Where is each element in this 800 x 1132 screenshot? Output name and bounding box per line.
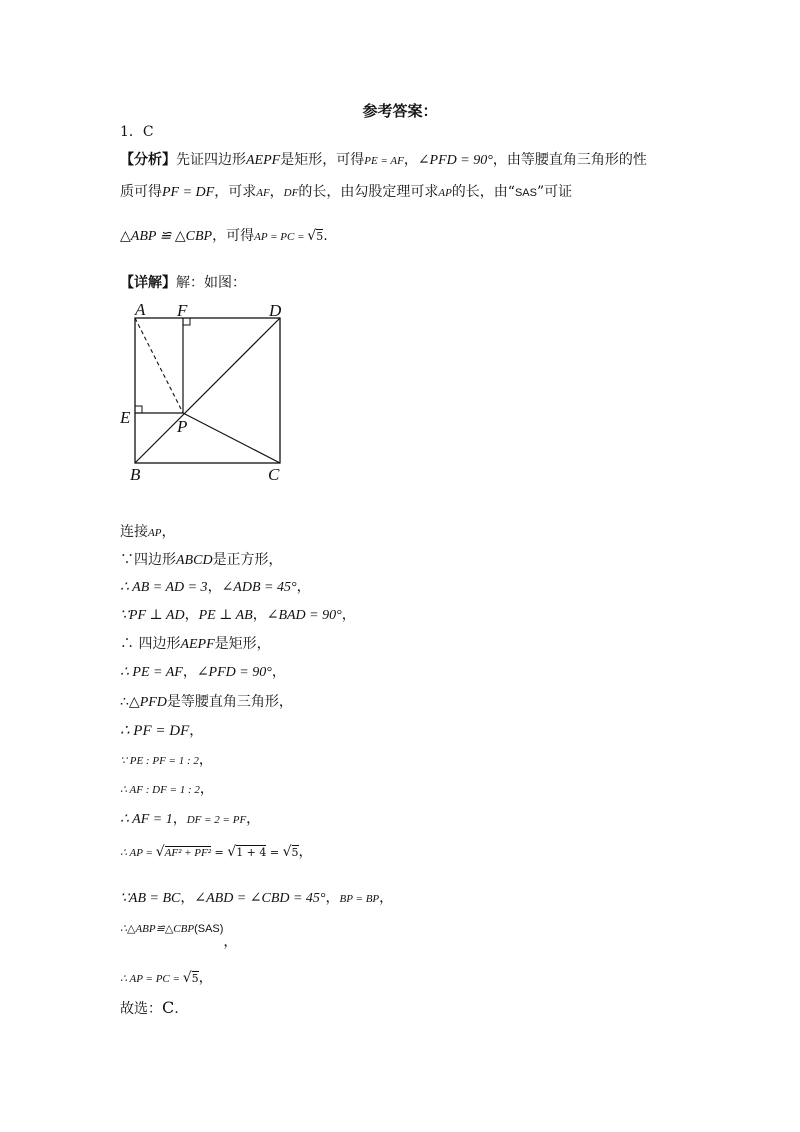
label-b: B [130, 465, 141, 484]
step-11 [120, 809, 260, 830]
math: ∴ AB = AD = 3 [120, 580, 208, 595]
step-13 [120, 888, 393, 909]
label-d: D [269, 301, 282, 320]
text: ∴ 四边形 [120, 636, 181, 652]
step-9 [120, 750, 213, 771]
math: ∴ PE = AF [120, 665, 183, 680]
text: ，可得 [212, 228, 255, 244]
math: ∵ PE : PF = 1 : 2 [120, 755, 199, 767]
label-f: F [177, 301, 188, 320]
math: 5 [291, 846, 299, 859]
analysis-line-3: △ABP ≌ △CBP，可得AP = PC = √5. [120, 228, 328, 244]
math: ∵PF ⊥ AD [120, 608, 185, 623]
math: DF [283, 187, 299, 199]
text: ， [189, 723, 204, 739]
math: DF = 2 = PF [186, 814, 247, 826]
math: AEPF [180, 637, 215, 652]
geometry-figure [115, 300, 295, 490]
detail-line [120, 273, 246, 293]
math: PE = AF [364, 155, 404, 167]
text: ， [271, 664, 286, 680]
text: ， [161, 524, 176, 540]
math: △PFD [128, 695, 167, 710]
math: AEPF [246, 153, 281, 168]
step-15: ∴ AP = PC = √5， [120, 970, 213, 986]
text: ，可求 [214, 184, 257, 200]
text: 连接 [120, 524, 148, 540]
text: ， [198, 970, 213, 986]
label-c: C [268, 465, 280, 484]
math: ∵AB = BC [120, 891, 181, 906]
math: C [162, 998, 175, 1017]
math: ∴ PF = DF [120, 723, 190, 739]
math: ∠ABD = ∠CBD = 45° [194, 891, 326, 906]
detail-label: 【详解】 [120, 275, 176, 291]
text: ， [252, 607, 267, 623]
math: ∴ AP = [120, 847, 156, 859]
text: ， [172, 811, 187, 827]
text: ， [182, 664, 197, 680]
step-5 [120, 634, 271, 655]
math: ∴△ABP≌△CBP [120, 923, 195, 935]
math: ABCD [176, 553, 213, 568]
text: ， [246, 811, 261, 827]
text: ，由等腰直角三角形的性 [492, 152, 647, 168]
step-2 [120, 550, 283, 571]
math: = [266, 846, 283, 859]
math: AF² + PF² [164, 847, 212, 859]
text: (SAS) [194, 923, 224, 935]
text: ， [325, 890, 340, 906]
step-3 [120, 577, 311, 598]
right-angle-mark-e [135, 406, 142, 413]
math: ∴ AF : DF = 1 : 2 [120, 784, 200, 796]
math: ∠BAD = 90° [266, 608, 342, 623]
math: 5 [191, 972, 199, 985]
text: 的长，由“ [451, 184, 515, 200]
text: ， [296, 579, 311, 595]
text: 是等腰直角三角形， [166, 694, 293, 710]
step-4 [120, 605, 356, 626]
text: ， [298, 844, 313, 860]
label-e: E [120, 408, 131, 427]
text: ， [207, 579, 222, 595]
math: AF [256, 187, 270, 199]
analysis-line-1 [120, 150, 647, 171]
math: PE ⊥ AB [198, 608, 253, 623]
math: ∠PFD = 90° [417, 153, 493, 168]
diagonal-bd [135, 318, 280, 463]
text: 是矩形， [214, 636, 271, 652]
step-1 [120, 522, 175, 543]
segment-pc [183, 413, 280, 463]
text: 故选： [120, 1001, 162, 1017]
step-10 [120, 779, 214, 800]
math: BP = BP [339, 893, 380, 905]
text: 的长，由勾股定理可求 [298, 184, 439, 200]
page-title: 参考答案： [362, 102, 438, 120]
math: = [211, 846, 228, 859]
step-14 [120, 918, 238, 950]
answer-line: 1．C [120, 124, 154, 140]
text: . [323, 228, 328, 244]
text: . [174, 1001, 179, 1017]
step-16 [120, 998, 179, 1019]
math: ∠ADB = 45° [221, 580, 297, 595]
math: PF = DF [162, 185, 215, 200]
text: ∵四边形 [120, 552, 176, 568]
math: 5 [316, 230, 324, 243]
text: ， [403, 152, 418, 168]
text: ， [223, 934, 238, 950]
math: AP [148, 527, 162, 539]
text: ， [199, 781, 214, 797]
text: ， [379, 890, 394, 906]
step-8 [120, 721, 203, 741]
analysis-line-2 [120, 182, 572, 203]
math: ∴ AF = 1 [120, 812, 173, 827]
step-7 [120, 692, 293, 713]
math: ∠PFD = 90° [196, 665, 272, 680]
text: SAS [514, 187, 537, 199]
text: 先证四边形 [176, 152, 246, 168]
text: 是矩形，可得 [280, 152, 365, 168]
text: 是正方形， [212, 552, 283, 568]
math: AP = PC = [254, 231, 308, 243]
segment-ap [135, 318, 183, 413]
text: ， [341, 607, 356, 623]
math: AP [438, 187, 452, 199]
math: 1 + 4 [236, 846, 267, 859]
text: ”可证 [536, 184, 573, 200]
math: △ABP ≌ △CBP [120, 229, 213, 244]
text: 质可得 [120, 184, 162, 200]
text: 解：如图： [176, 275, 246, 291]
label-p: P [177, 417, 188, 436]
text: ， [184, 607, 199, 623]
text: ， [198, 752, 213, 768]
text: ， [269, 184, 284, 200]
text: ， [180, 890, 195, 906]
analysis-label: 【分析】 [120, 152, 176, 168]
text: ∴ [120, 694, 129, 710]
step-6 [120, 662, 286, 683]
step-12: ∴ AP = √AF² + PF² = √1 + 4 = √5， [120, 844, 313, 860]
label-a: A [135, 300, 146, 319]
math: ∴ AP = PC = [120, 973, 183, 985]
